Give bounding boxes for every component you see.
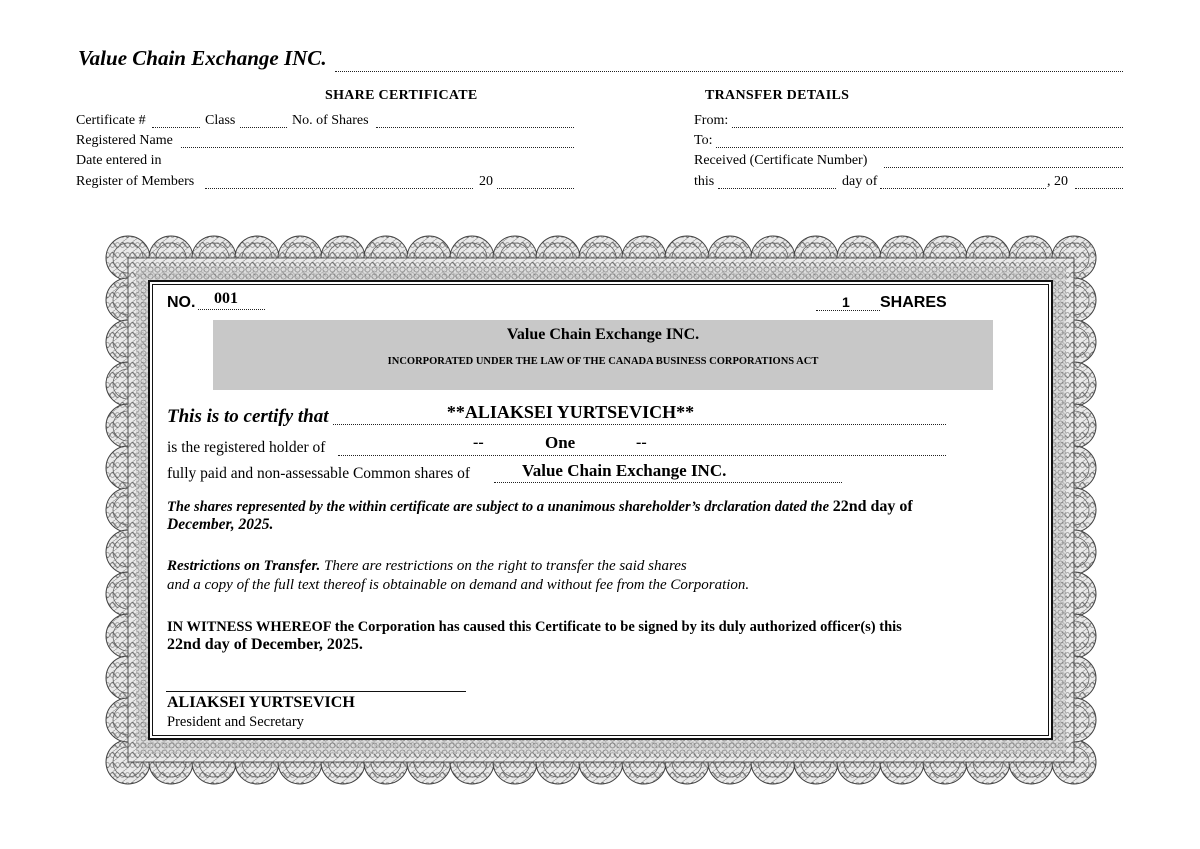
this-label: this bbox=[694, 174, 715, 189]
from-label: From: bbox=[694, 113, 729, 128]
day-of-label: day of bbox=[842, 174, 878, 189]
certificate-no-value: 001 bbox=[214, 290, 238, 307]
subject-date-month: December, 2025. bbox=[167, 516, 274, 533]
register-of-members-label: Register of Members bbox=[76, 174, 195, 189]
amount-dash-left: -- bbox=[473, 434, 484, 451]
transfer-year-prefix: , 20 bbox=[1047, 174, 1068, 189]
banner-company-name: Value Chain Exchange INC. bbox=[506, 326, 700, 343]
holder-name: **ALIAKSEI YURTSEVICH** bbox=[446, 402, 695, 422]
date-entered-label: Date entered in bbox=[76, 153, 162, 168]
company-of-value: Value Chain Exchange INC. bbox=[522, 461, 727, 480]
certificate-no-label: NO. bbox=[167, 294, 196, 311]
shares-count-line bbox=[816, 310, 880, 311]
registered-name-label: Registered Name bbox=[76, 133, 173, 148]
shares-label: SHARES bbox=[880, 294, 947, 311]
witness-clause bbox=[167, 618, 1037, 654]
holder-name-line bbox=[333, 424, 946, 425]
shares-count-value: 1 bbox=[842, 294, 850, 310]
signer-name: ALIAKSEI YURTSEVICH bbox=[167, 694, 355, 711]
class-label: Class bbox=[205, 113, 236, 128]
holder-of-line bbox=[338, 455, 946, 456]
restrictions-clause bbox=[167, 557, 1027, 595]
certificate-no-line bbox=[198, 309, 265, 310]
banner-incorporated-text: INCORPORATED UNDER THE LAW OF THE CANADA BUSINESS CORPORATIONS ACT bbox=[387, 356, 819, 367]
signature-line bbox=[166, 691, 466, 692]
subject-clause-text: The shares represented by the within certificate are subject to a unanimous shareholder’s drclaration dated the bbox=[167, 499, 830, 515]
register-year-prefix: 20 bbox=[479, 174, 493, 189]
restrictions-heading: Restrictions on Transfer. bbox=[167, 558, 321, 574]
transfer-details-title: TRANSFER DETAILS bbox=[705, 88, 850, 103]
amount-words: One bbox=[545, 433, 576, 452]
no-of-shares-label: No. of Shares bbox=[292, 113, 369, 128]
amount-dash-right: -- bbox=[636, 434, 647, 451]
company-title: Value Chain Exchange INC. bbox=[78, 46, 327, 70]
share-certificate-title: SHARE CERTIFICATE bbox=[325, 88, 478, 103]
restrictions-text-2: and a copy of the full text thereof is obtainable on demand and without fee from the Corporation. bbox=[167, 577, 750, 593]
signer-title: President and Secretary bbox=[167, 714, 304, 730]
fully-paid-label: fully paid and non-assessable Common shares of bbox=[167, 465, 471, 482]
to-label: To: bbox=[694, 133, 713, 148]
witness-date: 22nd day of December, 2025. bbox=[167, 636, 363, 653]
subject-clause bbox=[167, 498, 1027, 534]
registered-holder-label: is the registered holder of bbox=[167, 439, 326, 456]
witness-text: IN WITNESS WHEREOF the Corporation has caused this Certificate to be signed by its duly authorized officer(s) this bbox=[167, 619, 902, 635]
certificate-number-label: Certificate # bbox=[76, 113, 146, 128]
restrictions-text-1: There are restrictions on the right to transfer the said shares bbox=[320, 558, 687, 574]
certify-label: This is to certify that bbox=[167, 406, 329, 427]
received-label: Received (Certificate Number) bbox=[694, 153, 868, 168]
subject-date-day: 22nd day of bbox=[832, 498, 913, 515]
company-of-line bbox=[494, 482, 842, 483]
